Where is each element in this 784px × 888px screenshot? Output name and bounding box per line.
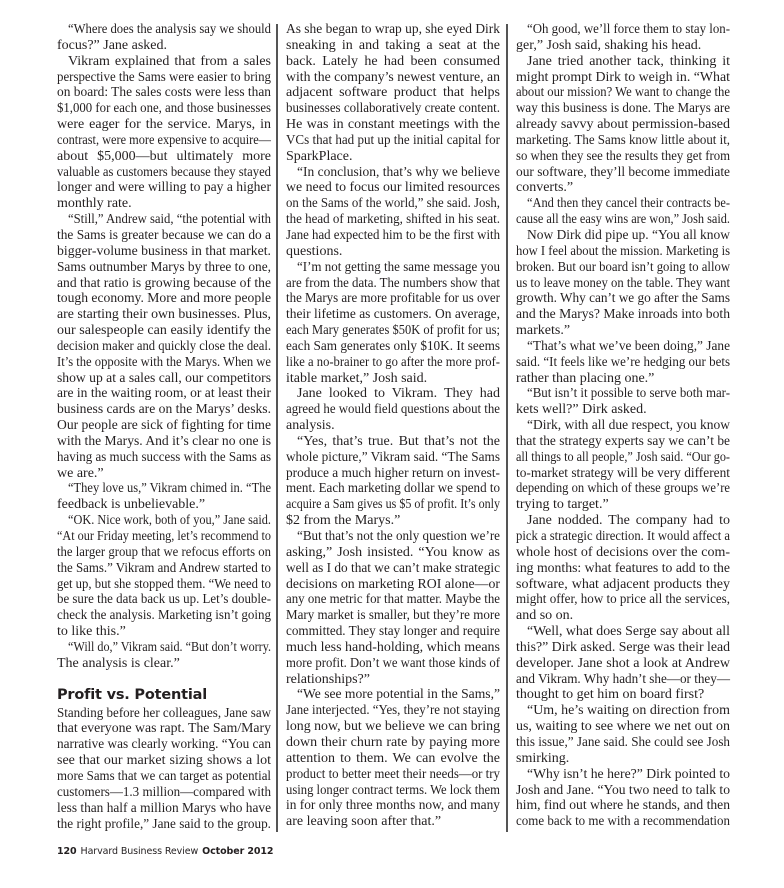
text-line: ing months: what features to add to the (516, 560, 730, 576)
text-line: “Oh good, we’ll force them to stay lon- (527, 22, 730, 37)
text-line: “I’m not getting the same message you (297, 259, 500, 275)
paragraph (57, 22, 271, 54)
text-line: us to leave money on the table. They want (516, 275, 730, 291)
text-line: whole picture,” Vikram said. “The Sams (286, 449, 500, 465)
text-line: As she began to wrap up, she eyed Dirk (286, 22, 500, 37)
text-line: It’s the opposite with the Marys. When we (57, 354, 271, 370)
text-line: get up, but she stopped them. “We need to (57, 576, 271, 592)
text-line: well as I do that we can’t make strategic (286, 560, 500, 576)
text-line: asking,” Josh insisted. “You know as (286, 544, 500, 560)
text-line: to-market strategy will be very different (516, 465, 730, 481)
page-number: 120 (57, 846, 77, 857)
paragraph (516, 386, 730, 418)
text-line: any one metric for that matter. Maybe the (286, 592, 500, 608)
text-line: on the Sams of the world,” she said. Josh, (286, 196, 500, 212)
paragraph (57, 212, 271, 481)
text-line: trying to target.” (516, 497, 609, 513)
text-line: how I feel about the mission. Marketing is (516, 243, 730, 259)
text-line: feedback is unbelievable.” (57, 497, 206, 513)
text-line: agreed he would field questions about the (286, 402, 500, 418)
text-line: said. “It feels like we’re hedging our bets (516, 354, 730, 370)
text-line: Mary market is smaller, but they’re more (286, 608, 500, 624)
text-line: Standing before her colleagues, Jane saw (57, 705, 271, 721)
text-line: with the Marys. And it’s clear no one is (57, 433, 271, 449)
text-line: having as much success with the Sams as (57, 449, 271, 465)
text-line: kets well?” Dirk asked. (516, 402, 647, 418)
page-footer (57, 846, 277, 857)
text-line: our software, they’ll become immediate (516, 164, 730, 180)
paragraph (516, 339, 730, 387)
text-line: smirking. (516, 750, 570, 766)
text-line: “Um, he’s waiting on direction from (527, 703, 730, 719)
text-line: business cards are on the Marys’ desks. (57, 402, 271, 418)
text-line: $2 from the Marys.” (286, 513, 401, 529)
paragraph (516, 228, 730, 339)
column-divider (506, 24, 508, 832)
text-line: Sams outnumber Marys by three to one, (57, 259, 271, 275)
text-line: narrative was clearly working. “You can (57, 737, 271, 753)
paragraph (57, 513, 271, 640)
text-line: markets.” (516, 323, 571, 339)
text-line: attention to them. We can evolve the (286, 750, 500, 766)
text-line: this issue,” Jane said. She could see Josh (516, 734, 730, 750)
paragraph (516, 513, 730, 624)
text-line: Jane nodded. The company had to (527, 513, 730, 529)
text-line: and so on. (516, 608, 574, 624)
text-line: the Sams.” Vikram and Andrew started to (57, 560, 271, 576)
text-line: “And then they cancel their contracts be- (527, 196, 730, 212)
text-line: acquire a Sam gives us $5 of profit. It’s only (286, 497, 500, 513)
paragraph (57, 54, 271, 212)
text-line: might prompt Dirk to weigh in. “What (516, 69, 730, 85)
text-line: rather than placing one.” (516, 370, 655, 386)
text-line: “That’s what we’ve been doing,” Jane (527, 338, 730, 354)
text-line: that everyone was rapt. The Sam/Mary (57, 721, 271, 737)
section-heading: Profit vs. Potential (57, 686, 207, 703)
paragraph (57, 640, 271, 672)
text-line: much less hand-holding, which means (286, 639, 500, 655)
paragraph (286, 260, 500, 387)
publication-name: Harvard Business Review (80, 846, 199, 857)
paragraph (286, 22, 500, 165)
text-line: Jane tried another tack, thinking it (527, 53, 730, 69)
text-line: about $5,000—but ultimately more (57, 148, 271, 164)
text-line: long now, but we believe we can bring (286, 719, 500, 735)
text-line: check the analysis. Marketing isn’t going (57, 608, 271, 624)
text-line: on board: The sales costs were less than (57, 85, 271, 101)
text-line: way this business is done. The Marys are (516, 101, 730, 117)
text-line: the head of marketing, shifted in his seat. (286, 212, 500, 228)
text-line: already savvy about permission-based (516, 117, 730, 133)
text-line: our salespeople can easily identify the (57, 323, 271, 339)
column-divider (276, 24, 278, 832)
text-line: be sure the data back us up. Let’s double- (57, 592, 271, 608)
text-line: the larger group that we refocus efforts on (57, 544, 271, 560)
text-line: focus?” Jane asked. (57, 37, 168, 53)
text-line: all things to all people,” Josh said. “Our go- (516, 449, 730, 465)
text-line: we are.” (57, 465, 104, 481)
text-line: are in the waiting room, or at least their (57, 386, 271, 402)
text-line: sneaking in and taking a seat at the (286, 37, 500, 53)
text-line: “Still,” Andrew said, “the potential with (68, 212, 271, 228)
text-line: “In conclusion, that’s why we believe (297, 164, 500, 180)
text-line: their lifetime as customers. On average, (286, 307, 500, 323)
text-line: using longer contract terms. We lock them (286, 782, 500, 798)
text-line: to like this.” (57, 624, 126, 640)
text-line: “But that’s not the only question we’re (297, 529, 500, 544)
text-line: contrast, were more expensive to acquire— (57, 132, 271, 148)
text-line: show up at a sales call, our competitors (57, 370, 271, 386)
text-line: developer. Jane shot a look at Andrew (516, 655, 730, 671)
text-line: cause all the easy wins are won,” Josh said. (516, 212, 730, 228)
paragraph (516, 54, 730, 197)
text-line: each Sam generates only $10K. It seems (286, 338, 500, 354)
text-line: decision maker and quickly close the deal. (57, 338, 271, 354)
text-line: He was in constant meetings with the (286, 117, 500, 133)
text-line: bigger-volume business in that market. (57, 243, 271, 259)
text-line: produce a much higher return on invest- (286, 465, 500, 481)
text-line: SparkPlace. (286, 148, 353, 164)
column-3 (516, 22, 730, 830)
text-line: us, waiting to see where we net out on (516, 719, 730, 735)
text-line: Josh and Jane. “You two need to talk to (516, 782, 730, 798)
paragraph (57, 706, 271, 833)
text-line: were eager for the service. Marys, in (57, 117, 271, 133)
text-line: come back to me with a recommendation (516, 814, 730, 830)
text-line: more Sams that we can target as potential (57, 768, 271, 784)
text-line: VCs that had put up the initial capital for (286, 132, 500, 148)
text-line: product to better meet their needs—or try (286, 766, 500, 782)
text-line: are leaving soon after that.” (286, 814, 442, 830)
paragraph (286, 434, 500, 529)
text-line: “Why isn’t he here?” Dirk pointed to (527, 766, 730, 782)
text-line: the Sams is greater because we can do a (57, 227, 271, 243)
text-line: are starting their own businesses. Plus, (57, 307, 271, 323)
text-line: tough economy. More and more people (57, 291, 271, 307)
text-line: about our mission? We want to change the (516, 85, 730, 101)
text-line: Jane had expected him to be the first with (286, 227, 500, 243)
text-line: each Mary generates $50K of profit for us; (286, 323, 500, 339)
text-line: him, find out where he stands, and then (516, 798, 730, 814)
text-line: are from the data. The numbers show that (286, 275, 500, 291)
text-line: itable market,” Josh said. (286, 370, 428, 386)
text-line: analysis. (286, 418, 335, 434)
text-line: growth. Why can’t we go after the Sams (516, 291, 730, 307)
text-line: decisions on marketing ROI alone—or (286, 576, 500, 592)
text-line: pick a strategic direction. It would affect a (516, 529, 730, 544)
text-line: so when they see the results they get from (516, 148, 730, 164)
text-line: down their churn rate by paying more (286, 734, 500, 750)
paragraph (516, 418, 730, 513)
text-line: thought to get him on board first? (516, 687, 705, 703)
text-line: ger,” Josh said, shaking his head. (516, 37, 702, 53)
text-line: ment. Each marketing dollar we spend to (286, 481, 500, 497)
text-line: “They love us,” Vikram chimed in. “The (68, 481, 271, 497)
text-line: back. Lately he had been consumed (286, 53, 500, 69)
text-line: that the strategy experts say we can’t be (516, 433, 730, 449)
text-line: Our people are sick of fighting for time (57, 418, 271, 434)
column-1 (57, 22, 271, 832)
text-line: longer and were willing to pay a higher (57, 180, 271, 196)
text-line: Jane interjected. “Yes, they’re not staying (286, 703, 500, 719)
text-line: perspective the Sams were easier to bring (57, 69, 271, 85)
text-line: Now Dirk did pipe up. “You all know (527, 227, 730, 243)
text-line: Jane looked to Vikram. They had (297, 386, 500, 402)
text-line: The analysis is clear.” (57, 655, 180, 671)
text-line: like a no-brainer to go after the more prof- (286, 354, 500, 370)
text-line: Vikram explained that from a sales (68, 53, 271, 69)
text-line: valuable as customers because they stayed (57, 164, 271, 180)
text-line: “OK. Nice work, both of you,” Jane said. (68, 513, 271, 529)
text-line: might offer, how to price all the services, (516, 592, 730, 608)
text-line: “At our Friday meeting, let’s recommend to (57, 529, 271, 544)
column-2 (286, 22, 500, 830)
text-line: we need to focus our limited resources (286, 180, 500, 196)
text-line: the Marys are more profitable for us over (286, 291, 500, 307)
text-line: monthly rate. (57, 196, 132, 212)
text-line: broken. But our board isn’t going to allow (516, 259, 730, 275)
text-line: marketing. The Sams know little about it, (516, 132, 730, 148)
text-line: see that our market sizing shows a lot (57, 753, 271, 769)
text-line: businesses collaboratively create content. (286, 101, 500, 117)
text-line: “Will do,” Vikram said. “But don’t worry. (68, 639, 271, 655)
issue-date: October 2012 (202, 846, 274, 857)
text-line: “Yes, that’s true. But that’s not the (297, 433, 500, 449)
text-line: “But isn’t it possible to serve both mar- (527, 386, 730, 402)
text-line: committed. They stay longer and require (286, 624, 500, 640)
text-line: with the company’s newest venture, an (286, 69, 500, 85)
text-line: “Well, what does Serge say about all (527, 624, 730, 640)
text-line: and Vikram. Why hadn’t she—or they— (516, 671, 730, 687)
text-line: depending on which of these groups we’re (516, 481, 730, 497)
text-line: this?” Dirk asked. Serge was their lead (516, 639, 730, 655)
paragraph (286, 687, 500, 830)
paragraph (516, 22, 730, 54)
text-line: customers—1.3 million—compared with (57, 784, 271, 800)
text-line: in for only three months now, and many (286, 798, 500, 814)
paragraph (286, 165, 500, 260)
text-line: and the Marys? Make inroads into both (516, 307, 730, 323)
text-line: “Where does the analysis say we should (68, 22, 271, 37)
text-line: more profit. Don’t we want those kinds of (286, 655, 500, 671)
paragraph (286, 529, 500, 687)
text-line: the right profile,” Jane said to the group. (57, 816, 271, 832)
paragraph (516, 767, 730, 830)
text-line: relationships?” (286, 671, 370, 687)
text-line: $1,000 for each one, and those businesses (57, 101, 271, 117)
text-line: less than half a million Marys who have (57, 800, 271, 816)
text-line: adjacent software product that helps (286, 85, 500, 101)
text-line: questions. (286, 243, 343, 259)
text-line: “We see more potential in the Sams,” (297, 687, 500, 703)
paragraph (516, 703, 730, 766)
paragraph (286, 386, 500, 434)
text-line: converts.” (516, 180, 574, 196)
paragraph (57, 481, 271, 513)
text-line: software, what adjacent products they (516, 576, 730, 592)
text-line: whole host of decisions over the com- (516, 544, 730, 560)
paragraph (516, 624, 730, 703)
text-line: “Dirk, with all due respect, you know (527, 418, 730, 434)
text-line: and that ratio is growing because of the (57, 275, 271, 291)
paragraph (516, 196, 730, 228)
